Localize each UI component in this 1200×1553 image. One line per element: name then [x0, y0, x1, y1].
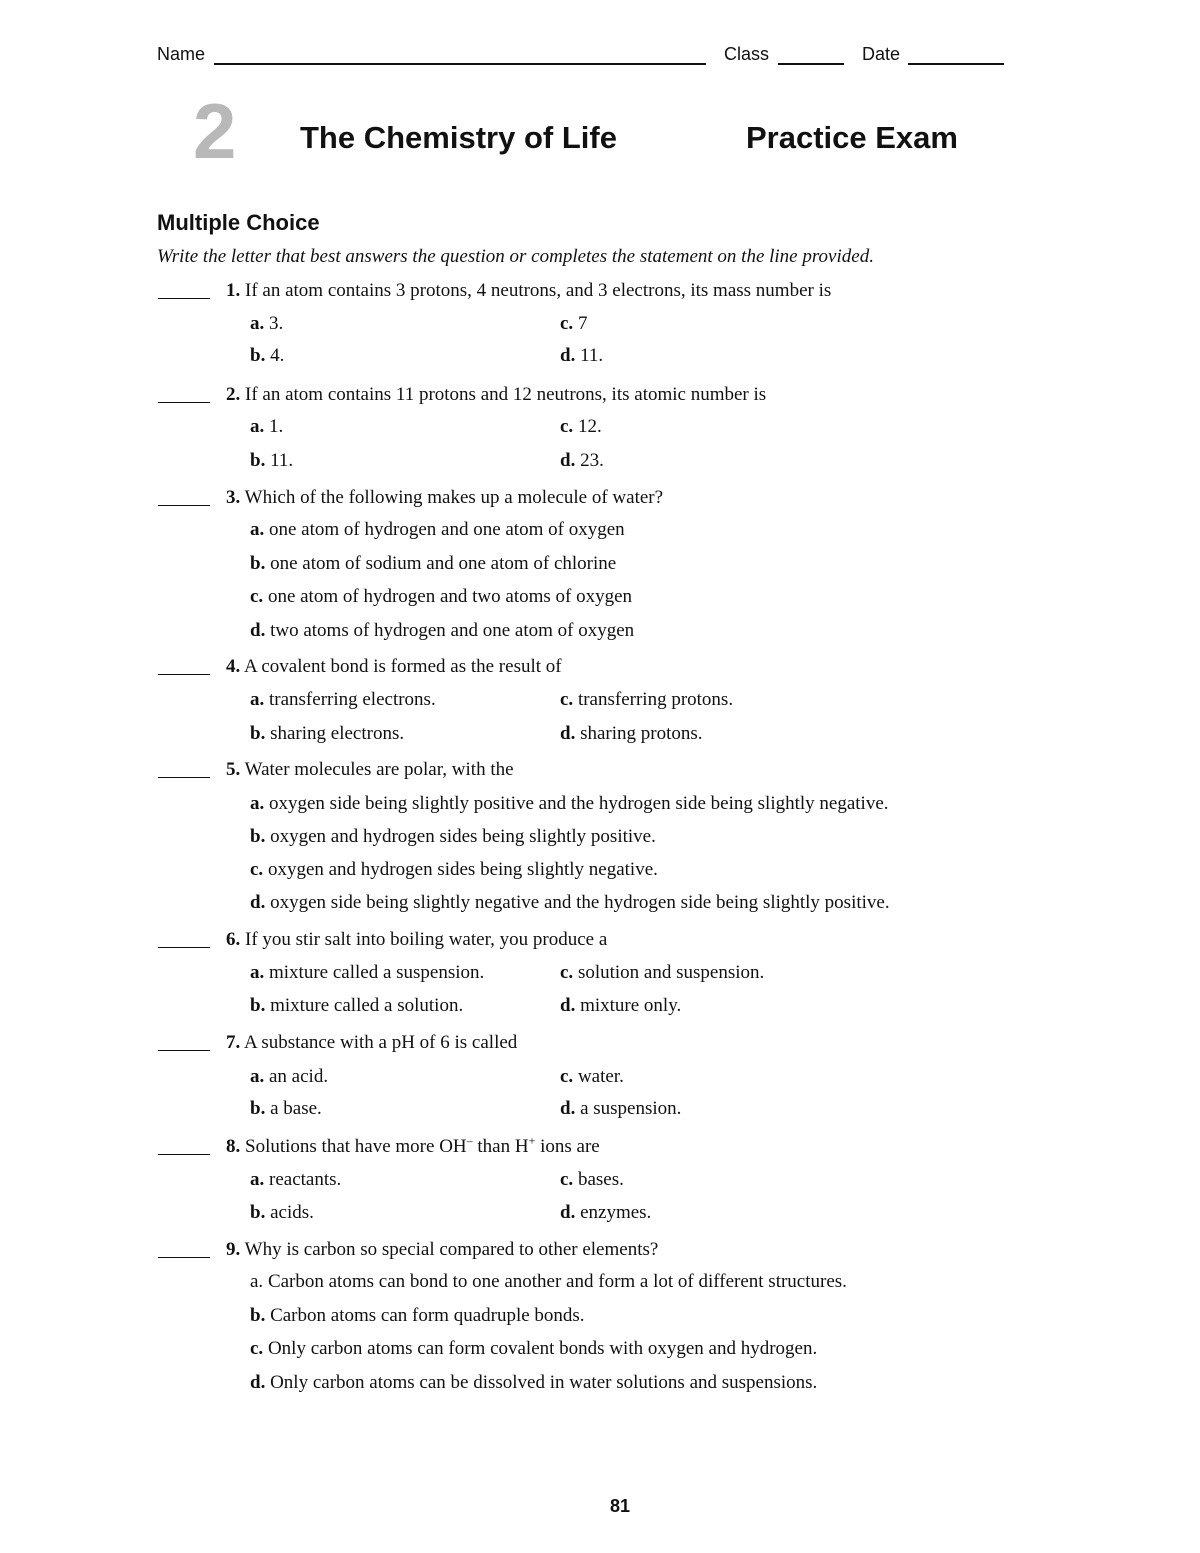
option-b: b. one atom of sodium and one atom of chlorine: [250, 553, 617, 574]
question-text: A substance with a pH of 6 is called: [243, 1032, 518, 1053]
option-d: d. 23.: [560, 450, 604, 471]
question-number: 8.: [226, 1136, 241, 1157]
option-c: c. 7: [560, 313, 588, 334]
question-text: If an atom contains 3 protons, 4 neutrons, and 3 electrons, its mass number is: [245, 280, 832, 301]
option-c: c. solution and suspension.: [560, 962, 765, 983]
question-number: 7.: [226, 1032, 241, 1053]
question-7-stem: [226, 1032, 517, 1054]
option-a: a. mixture called a suspension.: [250, 962, 485, 983]
page-number: 81: [609, 1496, 631, 1516]
option-d: d. Only carbon atoms can be dissolved in water solutions and suspensions.: [250, 1372, 818, 1393]
answer-blank-2[interactable]: [158, 402, 210, 403]
option-b: b. Carbon atoms can form quadruple bonds.: [250, 1305, 585, 1326]
question-1-stem: [226, 280, 831, 302]
answer-blank-9[interactable]: [158, 1257, 210, 1258]
option-c: c. transferring protons.: [560, 689, 734, 710]
chapter-number: 2: [193, 87, 237, 175]
option-a: a. oxygen side being slightly positive and the hydrogen side being slightly negative.: [250, 793, 889, 814]
answer-blank-4[interactable]: [158, 674, 210, 675]
option-c: c. water.: [560, 1066, 624, 1087]
question-number: 3.: [226, 487, 241, 508]
question-text-part: ions are: [535, 1136, 600, 1157]
option-c: c. bases.: [560, 1169, 624, 1190]
option-c: c. Only carbon atoms can form covalent bonds with oxygen and hydrogen.: [250, 1338, 818, 1359]
question-number: 5.: [226, 759, 241, 780]
option-d: d. mixture only.: [560, 995, 682, 1016]
question-number: 2.: [226, 384, 241, 405]
option-a: a. reactants.: [250, 1169, 342, 1190]
option-c: c. oxygen and hydrogen sides being slightly negative.: [250, 859, 658, 880]
option-b: b. acids.: [250, 1202, 314, 1223]
option-c: c. one atom of hydrogen and two atoms of oxygen: [250, 586, 633, 607]
option-d: d. sharing protons.: [560, 723, 703, 744]
question-number: 6.: [226, 929, 241, 950]
question-text: A covalent bond is formed as the result of: [243, 656, 562, 677]
option-b: b. mixture called a solution.: [250, 995, 464, 1016]
answer-blank-3[interactable]: [158, 505, 210, 506]
name-field-line[interactable]: [214, 63, 706, 65]
class-field-line[interactable]: [778, 63, 844, 65]
question-3-stem: [226, 487, 663, 509]
option-b: b. 4.: [250, 345, 285, 366]
question-text: Why is carbon so special compared to other elements?: [244, 1239, 659, 1260]
question-number: 9.: [226, 1239, 241, 1260]
question-text-part: Solutions that have more OH: [245, 1136, 467, 1157]
option-a: a. 1.: [250, 416, 284, 437]
question-text: Which of the following makes up a molecule of water?: [244, 487, 664, 508]
question-text: If an atom contains 11 protons and 12 neutrons, its atomic number is: [245, 384, 767, 405]
question-5-stem: [226, 759, 514, 781]
option-d: d. a suspension.: [560, 1098, 682, 1119]
answer-blank-8[interactable]: [158, 1154, 210, 1155]
option-d: d. oxygen side being slightly negative and the hydrogen side being slightly positive.: [250, 892, 890, 913]
question-4-stem: [226, 656, 562, 678]
question-6-stem: [226, 929, 607, 951]
question-number: 4.: [226, 656, 241, 677]
answer-blank-6[interactable]: [158, 947, 210, 948]
option-d: d. two atoms of hydrogen and one atom of oxygen: [250, 620, 635, 641]
section-instructions: Write the letter that best answers the question or completes the statement on the line provided.: [157, 246, 874, 267]
name-label: Name: [157, 44, 206, 64]
answer-blank-1[interactable]: [158, 298, 210, 299]
question-number: 1.: [226, 280, 241, 301]
option-a: a. an acid.: [250, 1066, 329, 1087]
option-d: d. 11.: [560, 345, 604, 366]
chapter-title: The Chemistry of Life: [300, 120, 617, 155]
question-text: Water molecules are polar, with the: [244, 759, 514, 780]
question-text-part: than H: [472, 1136, 529, 1157]
question-9-stem: [226, 1239, 658, 1261]
question-8-stem: [226, 1133, 600, 1158]
chapter-subtitle: Practice Exam: [746, 120, 958, 155]
answer-blank-7[interactable]: [158, 1050, 210, 1051]
superscript-plus: +: [528, 1133, 536, 1148]
section-heading: Multiple Choice: [157, 210, 320, 235]
answer-blank-5[interactable]: [158, 777, 210, 778]
option-b: b. a base.: [250, 1098, 322, 1119]
class-label: Class: [724, 44, 770, 64]
superscript-minus: –: [466, 1133, 473, 1148]
option-b: b. 11.: [250, 450, 294, 471]
question-text: If you stir salt into boiling water, you produce a: [245, 929, 608, 950]
option-b: b. oxygen and hydrogen sides being slightly positive.: [250, 826, 656, 847]
date-label: Date: [862, 44, 901, 64]
option-b: b. sharing electrons.: [250, 723, 405, 744]
option-c: c. 12.: [560, 416, 602, 437]
question-2-stem: [226, 384, 766, 406]
option-a: a. transferring electrons.: [250, 689, 436, 710]
option-a: a. one atom of hydrogen and one atom of oxygen: [250, 519, 625, 540]
option-d: d. enzymes.: [560, 1202, 652, 1223]
date-field-line[interactable]: [908, 63, 1004, 65]
option-a: a. Carbon atoms can bond to one another and form a lot of different structures.: [250, 1271, 847, 1292]
option-a: a. 3.: [250, 313, 284, 334]
